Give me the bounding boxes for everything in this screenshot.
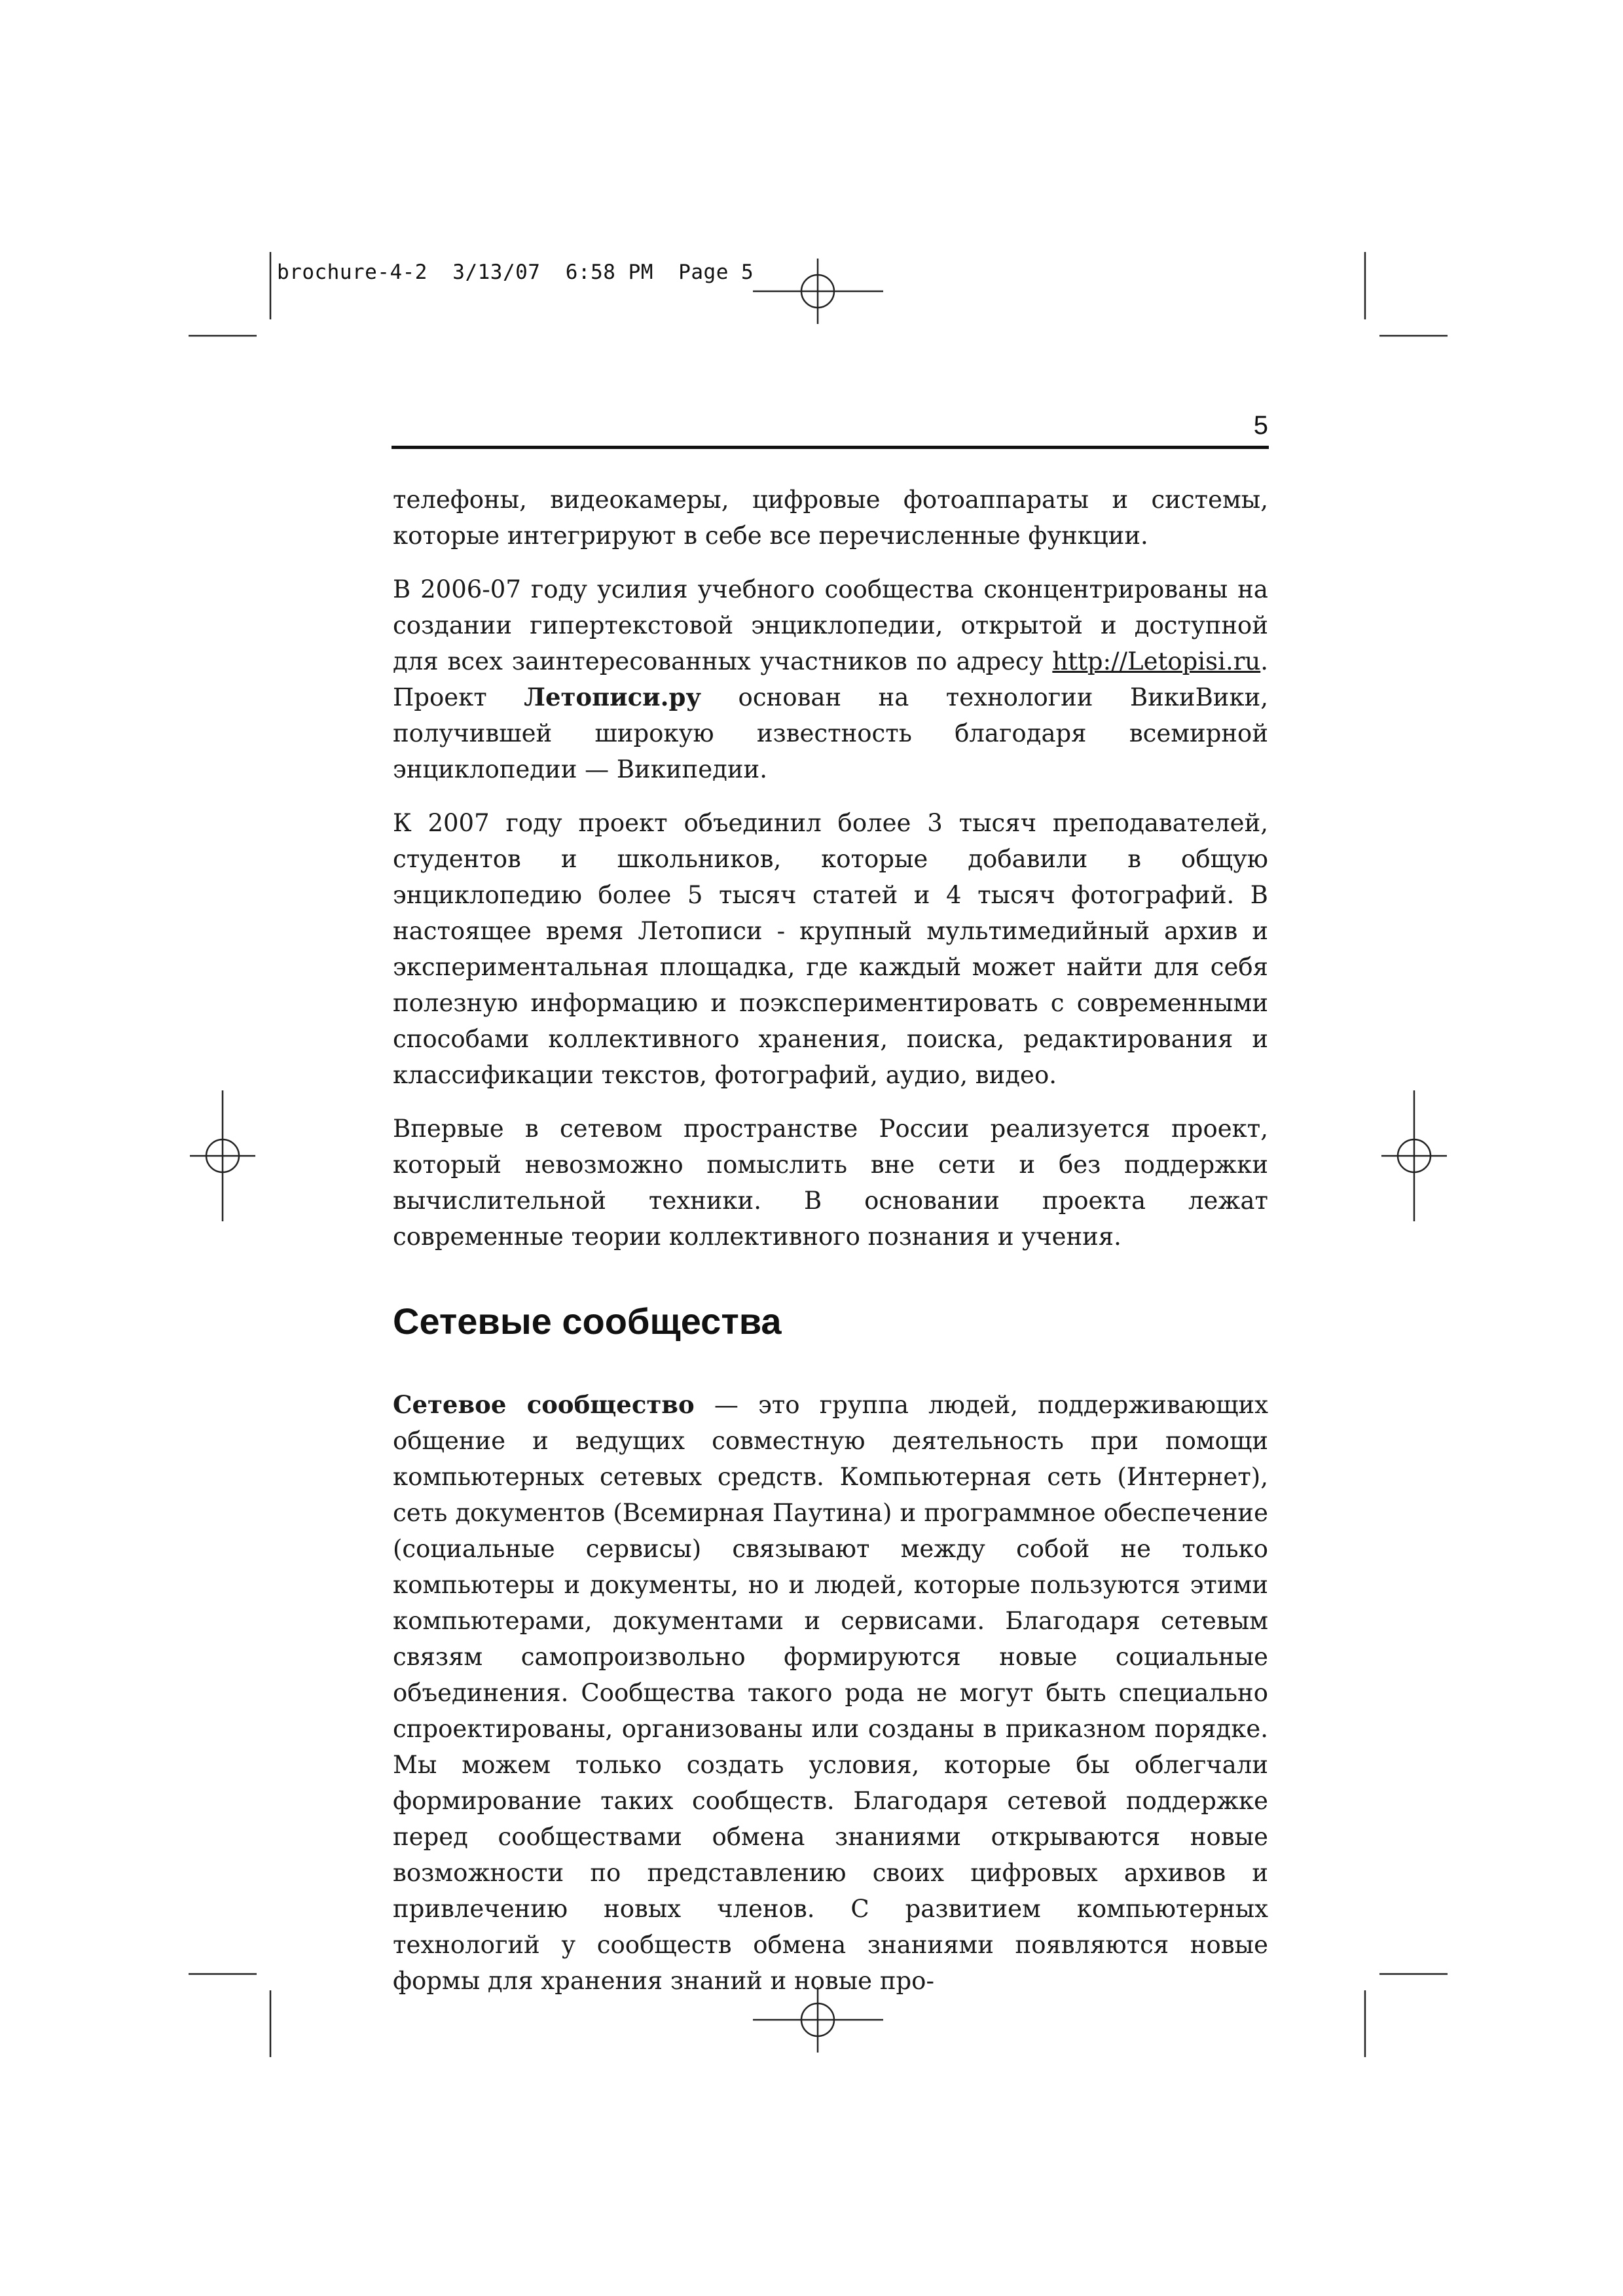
header-rule [392, 446, 1269, 449]
page-number: 5 [1253, 411, 1268, 440]
paragraph-continued: телефоны, видеокамеры, цифровые фотоаппараты и системы, которые интегрируют в себе все перечисленные функции. [393, 486, 1268, 550]
registration-mark-left [190, 1090, 255, 1221]
term-network-community: Сетевое сообщество [393, 1390, 695, 1419]
registration-mark-top [753, 259, 883, 324]
paragraph-first-in-russia: Впервые в сетевом пространстве России реализуется проект, который невозможно помыслить вне сети и без поддержки вычислительной техники. В основании проекта лежат современные теории коллективного познания и учения. [393, 1115, 1268, 1251]
paragraph-text: основан на технологии ВикиВики, получившей широкую известность благодаря всемирной энциклопедии — Википедии. [393, 683, 1268, 783]
paragraph-stats: К 2007 году проект объединил более 3 тысяч преподавателей, студентов и школьников, которые добавили в общую энциклопедию более 5 тысяч статей и 4 тысяч фотографий. В настоящее время Летописи - крупный мультимедийный архив и экспериментальная площадка, где каждый может найти для себя полезную информацию и поэкспериментировать с современными способами коллективного хранения, поиска, редактирования и классификации текстов, фотографий, аудио, видео. [393, 809, 1268, 1089]
registration-mark-right [1381, 1090, 1447, 1221]
paragraph-text: . Проект [393, 647, 1268, 711]
print-slug: brochure-4-2 3/13/07 6:58 PM Page 5 [277, 260, 754, 284]
paragraph-text: — это группа людей, поддерживающих общение и ведущих совместную деятельность при помощи компьютерных сетевых средств. Компьютерная сеть (Интернет), сеть документов (Всемирная Паутина) и программное обеспечение (социальные сервисы) связывают между собой не только компьютеры и документы, но и людей, которые пользуются этими компьютерами, документами и сервисами. Благодаря сетевым связям самопроизвольно формируются новые социальные объединения. Сообщества такого рода не могут быть специально спроектированы, организованы или созданы в приказном порядке. Мы можем только создать условия, которые бы облегчали формирование таких сообществ. Благодаря сетевой поддержке перед сообществами обмена знаниями открываются новые возможности по представлению своих цифровых архивов и привлечению новых членов. С развитием компьютерных технологий у сообществ обмена знаниями появляются новые формы для хранения знаний и новые про- [393, 1391, 1268, 1995]
paragraph-text: В 2006-07 году усилия учебного сообщества сконцентрированы на создании гипертекстовой энциклопедии, открытой и доступной для всех заинтересованных участников по адресу [393, 575, 1268, 675]
section-heading: Сетевые сообщества [393, 1300, 782, 1342]
page-body [393, 482, 1268, 2017]
paragraph-letopisi [393, 571, 1268, 787]
paragraph-network-community [393, 1387, 1268, 1999]
project-name: Летописи.ру [524, 683, 702, 711]
letopisi-link[interactable]: http://Letopisi.ru [1052, 647, 1261, 675]
